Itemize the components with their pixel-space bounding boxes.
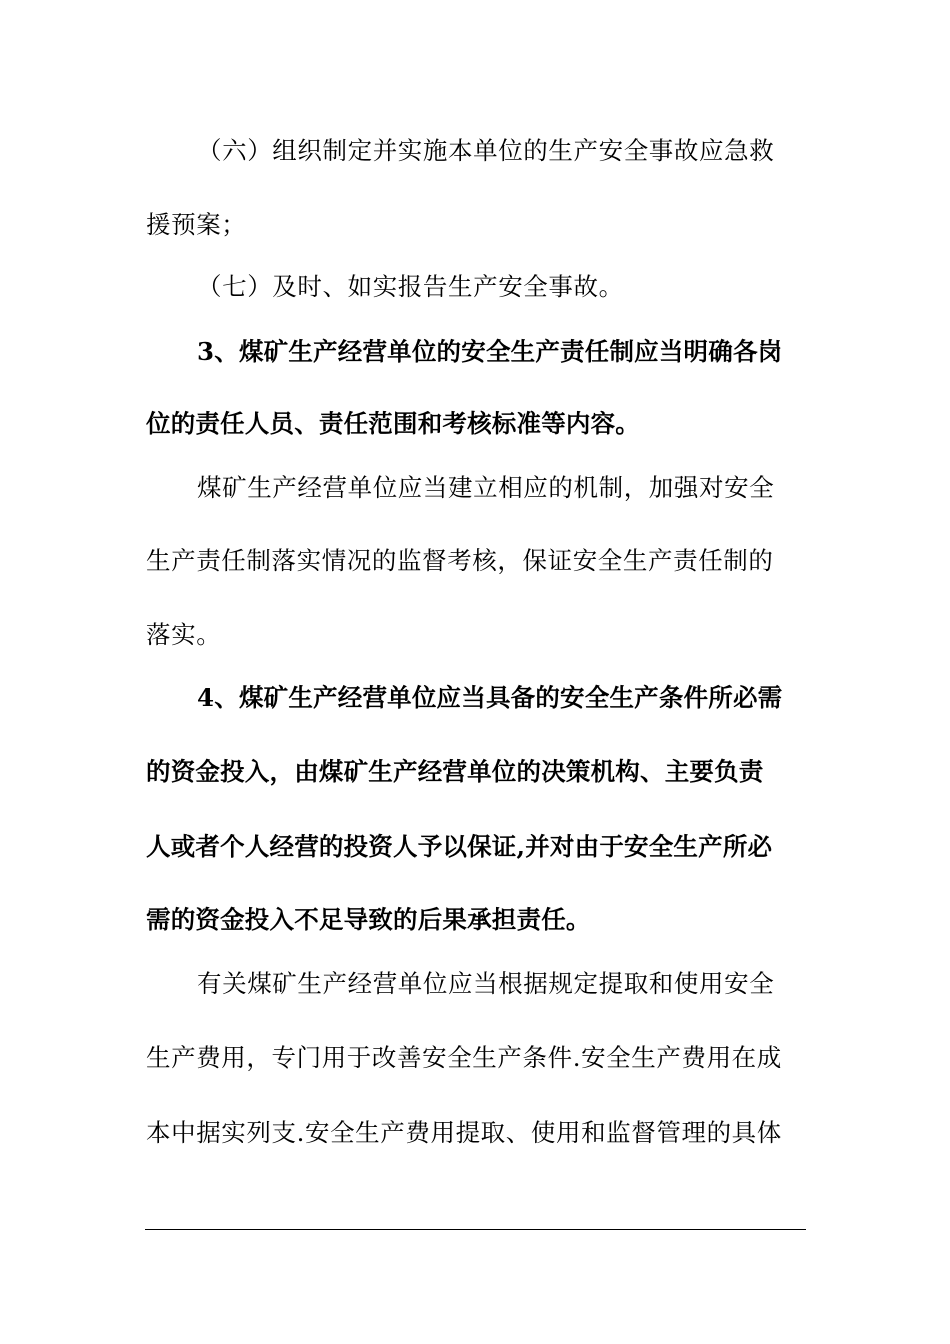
- paragraph-line: （七）及时、如实报告生产安全事故。: [197, 272, 624, 301]
- paragraph-line: （六）组织制定并实施本单位的生产安全事故应急救: [197, 136, 775, 165]
- paragraph-line: 落实。: [146, 620, 222, 649]
- paragraph-line: 生产责任制落实情况的监督考核，保证安全生产责任制的: [146, 546, 774, 575]
- paragraph-line: 本中据实列支.安全生产费用提取、使用和监督管理的具体: [146, 1118, 782, 1147]
- bold-heading-line: 人或者个人经营的投资人予以保证,并对由于安全生产所必: [146, 832, 773, 861]
- bold-heading-line: 4、煤矿生产经营单位应当具备的安全生产条件所必需: [197, 683, 783, 712]
- paragraph-line: 煤矿生产经营单位应当建立相应的机制，加强对安全: [197, 473, 775, 502]
- paragraph-line: 援预案；: [146, 210, 247, 239]
- paragraph-line: 有关煤矿生产经营单位应当根据规定提取和使用安全: [197, 969, 775, 998]
- bold-heading-line: 位的责任人员、责任范围和考核标准等内容。: [146, 409, 640, 438]
- bold-heading-line: 3、煤矿生产经营单位的安全生产责任制应当明确各岗: [197, 337, 783, 366]
- bold-heading-line: 需的资金投入不足导致的后果承担责任。: [146, 905, 591, 934]
- paragraph-line: 生产费用，专门用于改善安全生产条件.安全生产费用在成: [146, 1043, 782, 1072]
- footer-divider: [145, 1229, 806, 1230]
- bold-heading-line: 的资金投入，由煤矿生产经营单位的决策机构、主要负责: [146, 757, 764, 786]
